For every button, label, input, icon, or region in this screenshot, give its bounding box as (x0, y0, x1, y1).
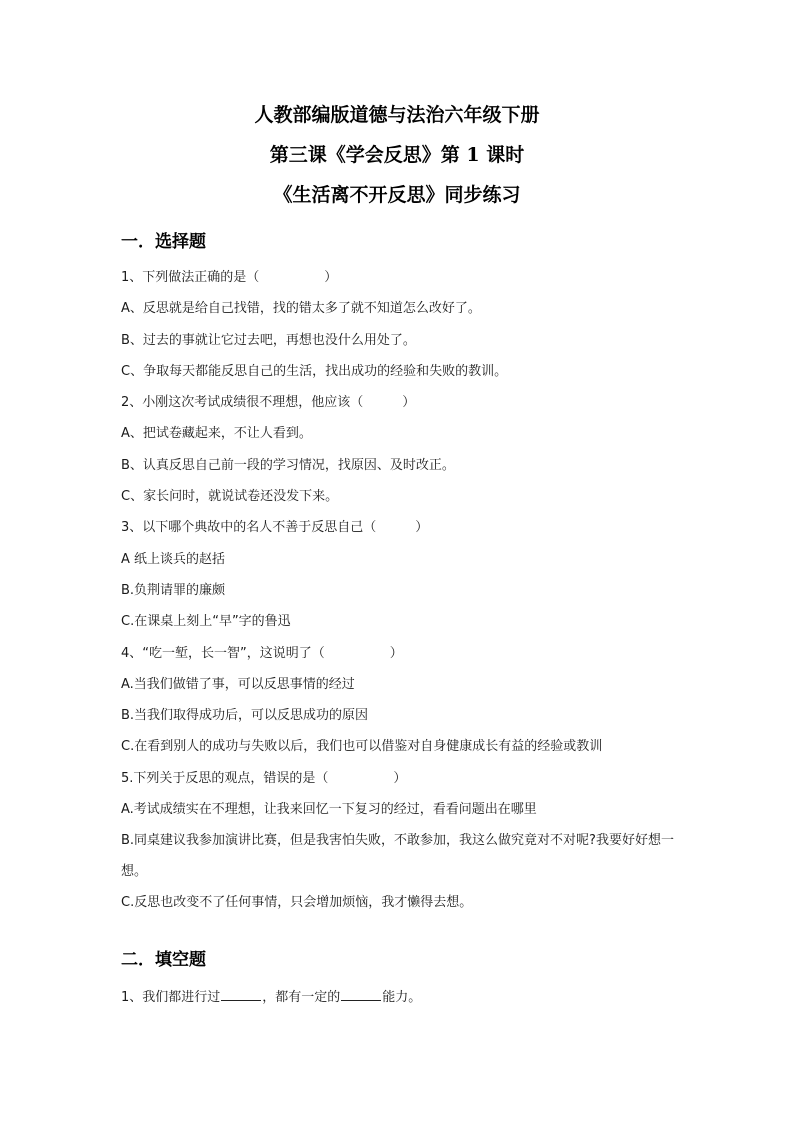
option-line: A、反思就是给自己找错，找的错太多了就不知道怎么改好了。 (121, 301, 481, 317)
question-line: 3、以下哪个典故中的名人不善于反思自己（ ） (121, 520, 429, 536)
option-line: B.同桌建议我参加演讲比赛，但是我害怕失败，不敢参加，我这么做究竟对不对呢?我要好好想一想。 (121, 833, 674, 880)
title-block (0, 103, 794, 223)
option-line: A.当我们做错了事，可以反思事情的经过 (121, 676, 355, 692)
lesson-title: 第三课《学会反思》第 1 课时 (269, 144, 525, 166)
answer-blank[interactable] (221, 988, 261, 1001)
question-line: 5.下列关于反思的观点，错误的是（ ） (121, 770, 407, 786)
option-line: A、把试卷藏起来，不让人看到。 (121, 426, 312, 442)
option-line: C.在看到别人的成功与失败以后，我们也可以借鉴对自身健康成长有益的经验或教训 (121, 739, 603, 755)
option-line: A.考试成绩实在不理想，让我来回忆一下复习的经过，看看问题出在哪里 (121, 802, 537, 818)
exercise-title: 《生活离不开反思》同步练习 (273, 184, 521, 206)
option-line: C.在课桌上刻上“早”字的鲁迅 (121, 614, 291, 630)
question-line: 4、“吃一堑，长一智”，这说明了（ ） (121, 645, 403, 661)
fill-text: 能力。 (382, 990, 422, 1005)
fill-questions (121, 982, 681, 1013)
option-line: A 纸上谈兵的赵括 (121, 551, 226, 567)
option-line: C、争取每天都能反思自己的生活，找出成功的经验和失败的教训。 (121, 363, 508, 379)
option-line: C.反思也改变不了任何事情，只会增加烦恼，我才懒得去想。 (121, 895, 473, 911)
fill-question-line (121, 982, 681, 1013)
fill-text: ，都有一定的 (262, 990, 341, 1005)
option-line: B.当我们取得成功后，可以反思成功的原因 (121, 708, 369, 724)
question-line: 1、下列做法正确的是（ ） (121, 270, 338, 285)
option-line: B、过去的事就让它过去吧，再想也没什么用处了。 (121, 332, 416, 348)
section-heading-choice: 一．选择题 (121, 232, 206, 252)
fill-text: 1、我们都进行过 (121, 990, 221, 1005)
section-heading-fill: 二．填空题 (121, 950, 206, 970)
option-line: C、家长问时，就说试卷还没发下来。 (121, 489, 339, 505)
option-line: B.负荆请罪的廉颇 (121, 582, 226, 598)
choice-questions (121, 262, 681, 919)
answer-blank[interactable] (341, 988, 381, 1001)
question-line: 2、小刚这次考试成绩很不理想，他应该（ ） (121, 395, 416, 411)
document-title: 人教部编版道德与法治六年级下册 (254, 104, 540, 126)
option-line: B、认真反思自己前一段的学习情况，找原因、及时改正。 (121, 457, 455, 473)
